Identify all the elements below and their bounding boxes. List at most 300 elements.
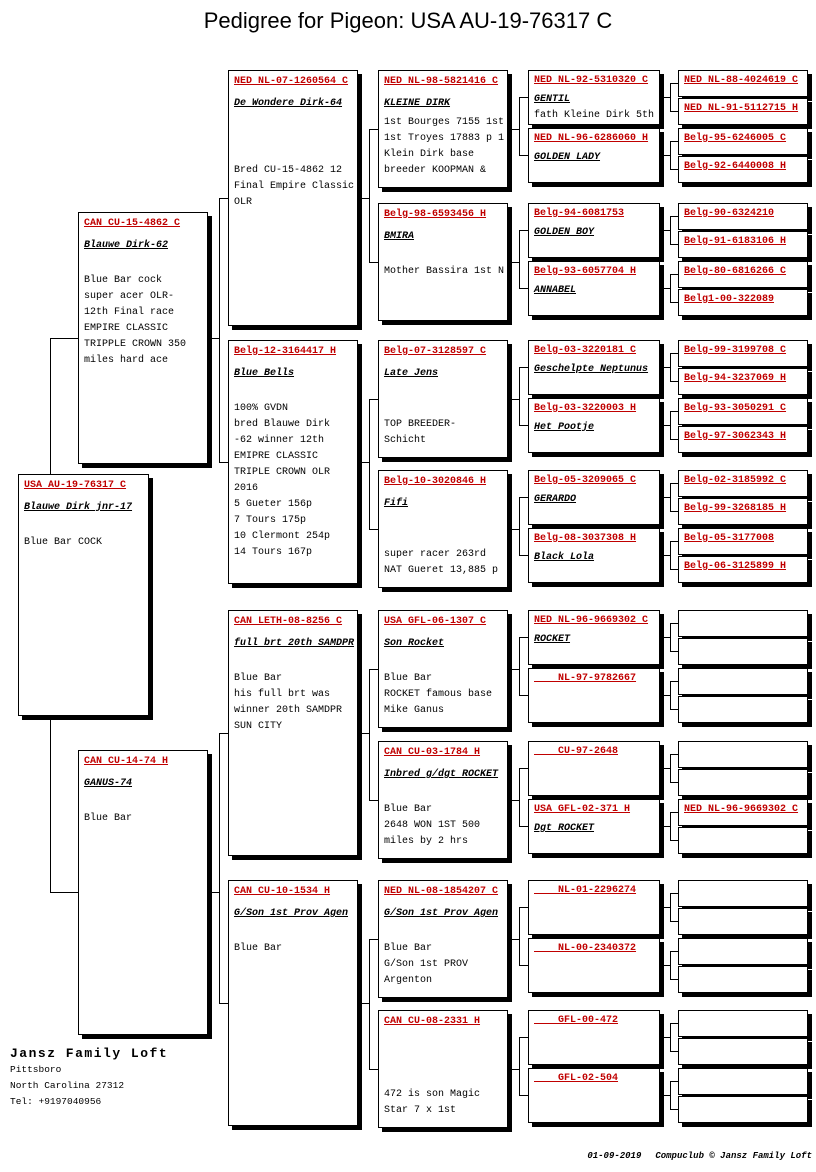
connector-line [508, 939, 519, 940]
ring-number: NED NL-07-1260564 C [234, 76, 349, 87]
connector-line [519, 695, 528, 696]
info-lines [234, 925, 352, 957]
ring-number: CAN LETH-08-8256 C [234, 616, 343, 627]
connector-line [208, 892, 219, 893]
info-lines [534, 108, 654, 123]
ring-number: USA AU-19-76317 C [24, 480, 127, 491]
pedigree-box [528, 70, 660, 125]
info-lines [84, 795, 202, 827]
info-lines [24, 519, 143, 551]
ring-number: Belg-93-3050291 C [684, 403, 787, 414]
loft-city: Pittsboro [10, 1064, 62, 1075]
info-line: 7 Tours 175p [234, 515, 307, 526]
info-lines [384, 655, 502, 719]
connector-line [519, 768, 520, 827]
ring-number: USA GFL-02-371 H [534, 804, 631, 815]
connector-line [519, 768, 528, 769]
info-line: Bred CU-15-4862 12 [234, 165, 343, 176]
info-line: EMIPRE CLASSIC [234, 451, 319, 462]
ring-number [684, 912, 802, 926]
info-line [234, 131, 352, 147]
connector-line [660, 288, 670, 289]
info-line: TOP BREEDER- [384, 419, 457, 430]
pedigree-box [678, 1038, 808, 1065]
connector-line [219, 733, 228, 734]
pedigree-box [78, 212, 208, 464]
connector-line [670, 483, 678, 484]
ring-number: CAN CU-15-4862 C [84, 218, 181, 229]
connector-line [519, 288, 528, 289]
pedigree-box [228, 610, 358, 856]
pedigree-box [678, 1010, 808, 1037]
connector-line [660, 637, 670, 638]
pedigree-box [678, 610, 808, 637]
pedigree-box [678, 799, 808, 826]
connector-line [660, 97, 670, 98]
pigeon-name: GANUS-74 [84, 778, 133, 789]
info-line [234, 147, 352, 163]
connector-line [670, 812, 678, 813]
connector-line [660, 826, 670, 827]
connector-line [519, 637, 528, 638]
pedigree-box [528, 340, 660, 395]
pigeon-name: full brt 20th SAMDPR [234, 638, 355, 649]
connector-line [219, 198, 228, 199]
connector-line [670, 274, 671, 303]
connector-line [508, 262, 519, 263]
pigeon-name: ANNABEL [534, 285, 577, 296]
info-line [84, 257, 202, 273]
connector-line [670, 921, 678, 922]
connector-line [660, 425, 670, 426]
pedigree-box [678, 769, 808, 796]
connector-line [660, 1037, 670, 1038]
info-line: fath Kleine Dirk 5th [534, 110, 655, 121]
ring-number [684, 1072, 802, 1086]
info-line: 10 Clermont 254p [234, 531, 331, 542]
ring-number: Belg-80-6816266 C [684, 266, 787, 277]
loft-name: Jansz Family Loft [10, 1046, 169, 1061]
connector-line [369, 129, 370, 263]
loft-phone: Tel: +9197040956 [10, 1096, 102, 1107]
connector-line [519, 907, 528, 908]
pedigree-box [528, 1010, 660, 1065]
connector-line [670, 893, 671, 922]
info-line: 1st Bourges 7155 1st [384, 117, 505, 128]
connector-line [670, 411, 671, 440]
ring-number: Belg-95-6246005 C [684, 133, 787, 144]
ring-number: NED NL-98-5821416 C [384, 76, 499, 87]
ring-number: Belg-05-3209065 C [534, 475, 637, 486]
info-lines [384, 515, 502, 579]
pedigree-box [528, 880, 660, 935]
pedigree-box [528, 610, 660, 665]
ring-number [684, 614, 802, 628]
connector-line [358, 462, 369, 463]
pedigree-box [378, 1010, 508, 1128]
info-line: -62 winner 12th [234, 435, 325, 446]
pedigree-box [678, 426, 808, 453]
connector-line [508, 529, 519, 530]
info-line: 1st Troyes 17883 p 1 [384, 133, 505, 144]
info-line [24, 519, 143, 535]
connector-line [670, 840, 678, 841]
info-line: Blue Bar [384, 673, 433, 684]
ring-number: CAN CU-10-1534 H [234, 886, 331, 897]
connector-line [660, 907, 670, 908]
info-line [84, 795, 202, 811]
connector-line [519, 367, 520, 426]
connector-line [358, 198, 369, 199]
connector-line [670, 411, 678, 412]
pedigree-box [378, 741, 508, 859]
info-line: NAT Gueret 13,885 p [384, 565, 499, 576]
connector-line [670, 141, 678, 142]
pigeon-name: Blue Bells [234, 368, 295, 379]
footer-date: 01-09-2019 [587, 1151, 642, 1161]
pedigree-box [678, 498, 808, 525]
pedigree-box [378, 880, 508, 998]
pedigree-box [678, 966, 808, 993]
info-line: Mother Bassira 1st N [384, 266, 505, 277]
info-line: OLR [234, 197, 253, 208]
ring-number: NED NL-96-6286060 H [534, 133, 649, 144]
connector-line [50, 716, 51, 893]
ring-number: Belg-12-3164417 H [234, 346, 337, 357]
pigeon-name: BMIRA [384, 231, 415, 242]
pedigree-box [678, 528, 808, 555]
connector-line [670, 979, 678, 980]
info-lines [384, 786, 502, 850]
info-line: 12th Final race [84, 307, 175, 318]
pedigree-box [528, 741, 660, 796]
connector-line [519, 497, 520, 556]
connector-line [369, 939, 378, 940]
pedigree-box [678, 908, 808, 935]
connector-line [219, 462, 228, 463]
pedigree-box [678, 556, 808, 583]
pedigree-box [678, 668, 808, 695]
connector-line [670, 623, 671, 652]
connector-line [670, 1081, 671, 1110]
pedigree-box [678, 398, 808, 425]
pedigree-box [18, 474, 149, 716]
ring-number: CAN CU-08-2331 H [384, 1016, 481, 1027]
connector-line [50, 338, 78, 339]
pigeon-name: GENTIL [534, 94, 571, 105]
connector-line [519, 97, 520, 156]
pedigree-box [378, 340, 508, 458]
info-line: 2648 WON 1ST 500 [384, 820, 481, 831]
connector-line [670, 511, 678, 512]
info-line: super acer OLR- [84, 291, 175, 302]
pigeon-name: Blauwe Dirk-62 [84, 240, 169, 251]
connector-line [519, 1037, 520, 1096]
info-line: Blue Bar [234, 673, 283, 684]
info-line: 2016 [234, 483, 259, 494]
connector-line [670, 1081, 678, 1082]
pigeon-name [534, 1033, 654, 1046]
connector-line [369, 939, 370, 1070]
info-line [384, 655, 502, 671]
info-line: 14 Tours 167p [234, 547, 313, 558]
connector-line [358, 1003, 369, 1004]
pigeon-name: Son Rocket [384, 638, 445, 649]
connector-line [670, 1023, 671, 1052]
ring-number: Belg-92-6440008 H [684, 161, 787, 172]
info-line [234, 655, 352, 671]
connector-line [519, 965, 528, 966]
info-lines [384, 248, 505, 280]
info-line: Star 7 x 1st [384, 1105, 457, 1116]
connector-line [670, 541, 671, 570]
connector-line [670, 111, 678, 112]
pigeon-name: De Wondere Dirk-64 [234, 98, 343, 109]
info-line: bred Blauwe Dirk [234, 419, 331, 430]
connector-line [508, 399, 519, 400]
ring-number [684, 773, 802, 787]
info-line [234, 925, 352, 941]
connector-line [369, 262, 378, 263]
info-line [384, 1071, 502, 1087]
pedigree-box [228, 880, 358, 1126]
pedigree-box [228, 340, 358, 584]
connector-line [519, 826, 528, 827]
connector-line [519, 367, 528, 368]
pedigree-box [678, 340, 808, 367]
ring-number: USA GFL-06-1307 C [384, 616, 487, 627]
connector-line [208, 338, 219, 339]
pedigree-box [528, 128, 660, 183]
info-line [384, 925, 502, 941]
connector-line [369, 669, 378, 670]
connector-line [519, 555, 528, 556]
info-line [384, 401, 502, 417]
pedigree-box [678, 1068, 808, 1095]
ring-number [684, 642, 802, 656]
info-line: Final Empire Classic [234, 181, 355, 192]
info-line [384, 248, 502, 264]
info-line: Schicht [384, 435, 427, 446]
pedigree-box [678, 156, 808, 183]
info-lines [234, 655, 352, 735]
connector-line [670, 754, 671, 783]
connector-line [519, 425, 528, 426]
ring-number: Belg-93-6057704 H [534, 266, 637, 277]
info-line [234, 385, 352, 401]
info-line: 100% GVDN [234, 403, 289, 414]
info-line: super racer 263rd [384, 549, 487, 560]
ring-number: Belg-08-3037308 H [534, 533, 637, 544]
connector-line [508, 1069, 519, 1070]
connector-line [670, 681, 678, 682]
info-line: miles hard ace [84, 355, 169, 366]
connector-line [519, 1095, 528, 1096]
info-line: Blue Bar [84, 813, 133, 824]
footer-credit: Compuclub © Jansz Family Loft [655, 1151, 812, 1161]
ring-number: CAN CU-03-1784 H [384, 747, 481, 758]
ring-number: Belg-98-6593456 H [384, 209, 487, 220]
pedigree-box [678, 696, 808, 723]
pigeon-name [534, 691, 654, 704]
connector-line [670, 681, 671, 710]
pigeon-name: Inbred g/dgt ROCKET [384, 769, 499, 780]
connector-line [50, 892, 78, 893]
pedigree-box [678, 741, 808, 768]
pedigree-box [528, 261, 660, 316]
connector-line [660, 768, 670, 769]
info-line: SUN CITY [234, 721, 283, 732]
pigeon-name: Dgt ROCKET [534, 823, 595, 834]
pedigree-box [528, 470, 660, 525]
ring-number [684, 1042, 802, 1056]
pigeon-name: Het Pootje [534, 422, 595, 433]
info-line [384, 385, 502, 401]
ring-number: Belg-94-6081753 [534, 208, 625, 219]
pedigree-box [678, 231, 808, 258]
connector-line [670, 754, 678, 755]
ring-number [684, 970, 802, 984]
info-line: his full brt was [234, 689, 331, 700]
pedigree-box [528, 799, 660, 854]
connector-line [508, 800, 519, 801]
ring-number: Belg-02-3185992 C [684, 475, 787, 486]
info-line: Blue Bar [384, 943, 433, 954]
info-line: Klein Dirk base [384, 149, 475, 160]
ring-number [684, 672, 802, 686]
connector-line [508, 669, 519, 670]
connector-line [670, 782, 678, 783]
info-line: winner 20th SAMDPR [234, 705, 343, 716]
info-line: breeder KOOPMAN & [384, 165, 487, 176]
ring-number: Belg-03-3220003 H [534, 403, 637, 414]
pedigree-box [678, 289, 808, 316]
pigeon-name: GOLDEN BOY [534, 227, 595, 238]
connector-line [670, 951, 671, 980]
ring-number: NED NL-92-5310320 C [534, 75, 649, 86]
ring-number: Belg-90-6324210 [684, 208, 775, 219]
pedigree-box [678, 470, 808, 497]
connector-line [670, 812, 671, 841]
footer [566, 1141, 812, 1171]
info-line: 5 Gueter 156p [234, 499, 313, 510]
ring-number [684, 745, 802, 759]
pedigree-box [678, 827, 808, 854]
connector-line [670, 169, 678, 170]
connector-line [670, 216, 671, 245]
ring-number: CAN CU-14-74 H [84, 756, 169, 767]
connector-line [50, 338, 51, 475]
info-line: Blue Bar [234, 943, 283, 954]
info-line: TRIPPLE CROWN 350 [84, 339, 187, 350]
connector-line [660, 695, 670, 696]
connector-line [519, 497, 528, 498]
connector-line [519, 230, 520, 289]
info-line: Blue Bar COCK [24, 537, 103, 548]
ring-number: NED NL-88-4024619 C [684, 75, 799, 86]
ring-number: Belg-91-6183106 H [684, 236, 787, 247]
pigeon-name: GERARDO [534, 494, 577, 505]
ring-number: Belg-10-3020846 H [384, 476, 487, 487]
connector-line [519, 637, 520, 696]
info-line: TRIPLE CROWN OLR [234, 467, 331, 478]
info-line: miles by 2 hrs [384, 836, 469, 847]
ring-number: GFL-02-504 [534, 1073, 619, 1084]
ring-number: GFL-00-472 [534, 1015, 619, 1026]
connector-line [369, 669, 370, 801]
info-line: Blue Bar cock [84, 275, 163, 286]
pedigree-box [378, 610, 508, 728]
ring-number: NL-01-2296274 [534, 885, 637, 896]
connector-line [358, 733, 369, 734]
connector-line [670, 216, 678, 217]
pedigree-box [678, 638, 808, 665]
connector-line [369, 399, 370, 530]
ring-number: Belg-07-3128597 C [384, 346, 487, 357]
info-lines [384, 1055, 502, 1119]
pedigree-box [78, 750, 208, 1035]
pedigree-box [528, 203, 660, 258]
info-line: G/Son 1st PROV [384, 959, 469, 970]
connector-line [519, 1037, 528, 1038]
ring-number: NED NL-91-5112715 H [684, 103, 799, 114]
pedigree-box [678, 938, 808, 965]
pedigree-box [678, 128, 808, 155]
connector-line [670, 483, 671, 512]
pigeon-name: Fifi [384, 498, 409, 509]
pigeon-name: GOLDEN LADY [534, 152, 601, 163]
connector-line [660, 367, 670, 368]
info-line: Argenton [384, 975, 433, 986]
ring-number: Belg-99-3268185 H [684, 503, 787, 514]
info-line [234, 115, 352, 131]
connector-line [508, 129, 519, 130]
connector-line [670, 381, 678, 382]
connector-line [660, 497, 670, 498]
connector-line [670, 141, 671, 170]
pedigree-box [378, 470, 508, 588]
connector-line [660, 555, 670, 556]
connector-line [369, 129, 378, 130]
pedigree-box [678, 261, 808, 288]
ring-number: Belg-97-3062343 H [684, 431, 787, 442]
pedigree-box [378, 70, 508, 188]
pedigree-box [228, 70, 358, 326]
ring-number [684, 1014, 802, 1028]
ring-number: Belg-06-3125899 H [684, 561, 787, 572]
pedigree-box [528, 668, 660, 723]
page-title: Pedigree for Pigeon: USA AU-19-76317 C [203, 8, 613, 33]
info-line: Mike Ganus [384, 705, 445, 716]
pedigree-box [528, 528, 660, 583]
info-lines [234, 385, 352, 561]
connector-line [670, 709, 678, 710]
connector-line [670, 651, 678, 652]
pigeon-name [534, 764, 654, 777]
pedigree-box [678, 1096, 808, 1123]
connector-line [670, 244, 678, 245]
ring-number: NL-00-2340372 [534, 943, 637, 954]
info-line: EMPIRE CLASSIC [84, 323, 169, 334]
pedigree-box [678, 880, 808, 907]
connector-line [670, 623, 678, 624]
connector-line [670, 1051, 678, 1052]
loft-state: North Carolina 27312 [10, 1080, 125, 1091]
ring-number: NED NL-96-9669302 C [534, 615, 649, 626]
pedigree-box [678, 70, 808, 97]
connector-line [369, 399, 378, 400]
ring-number: Belg-03-3220181 C [534, 345, 637, 356]
